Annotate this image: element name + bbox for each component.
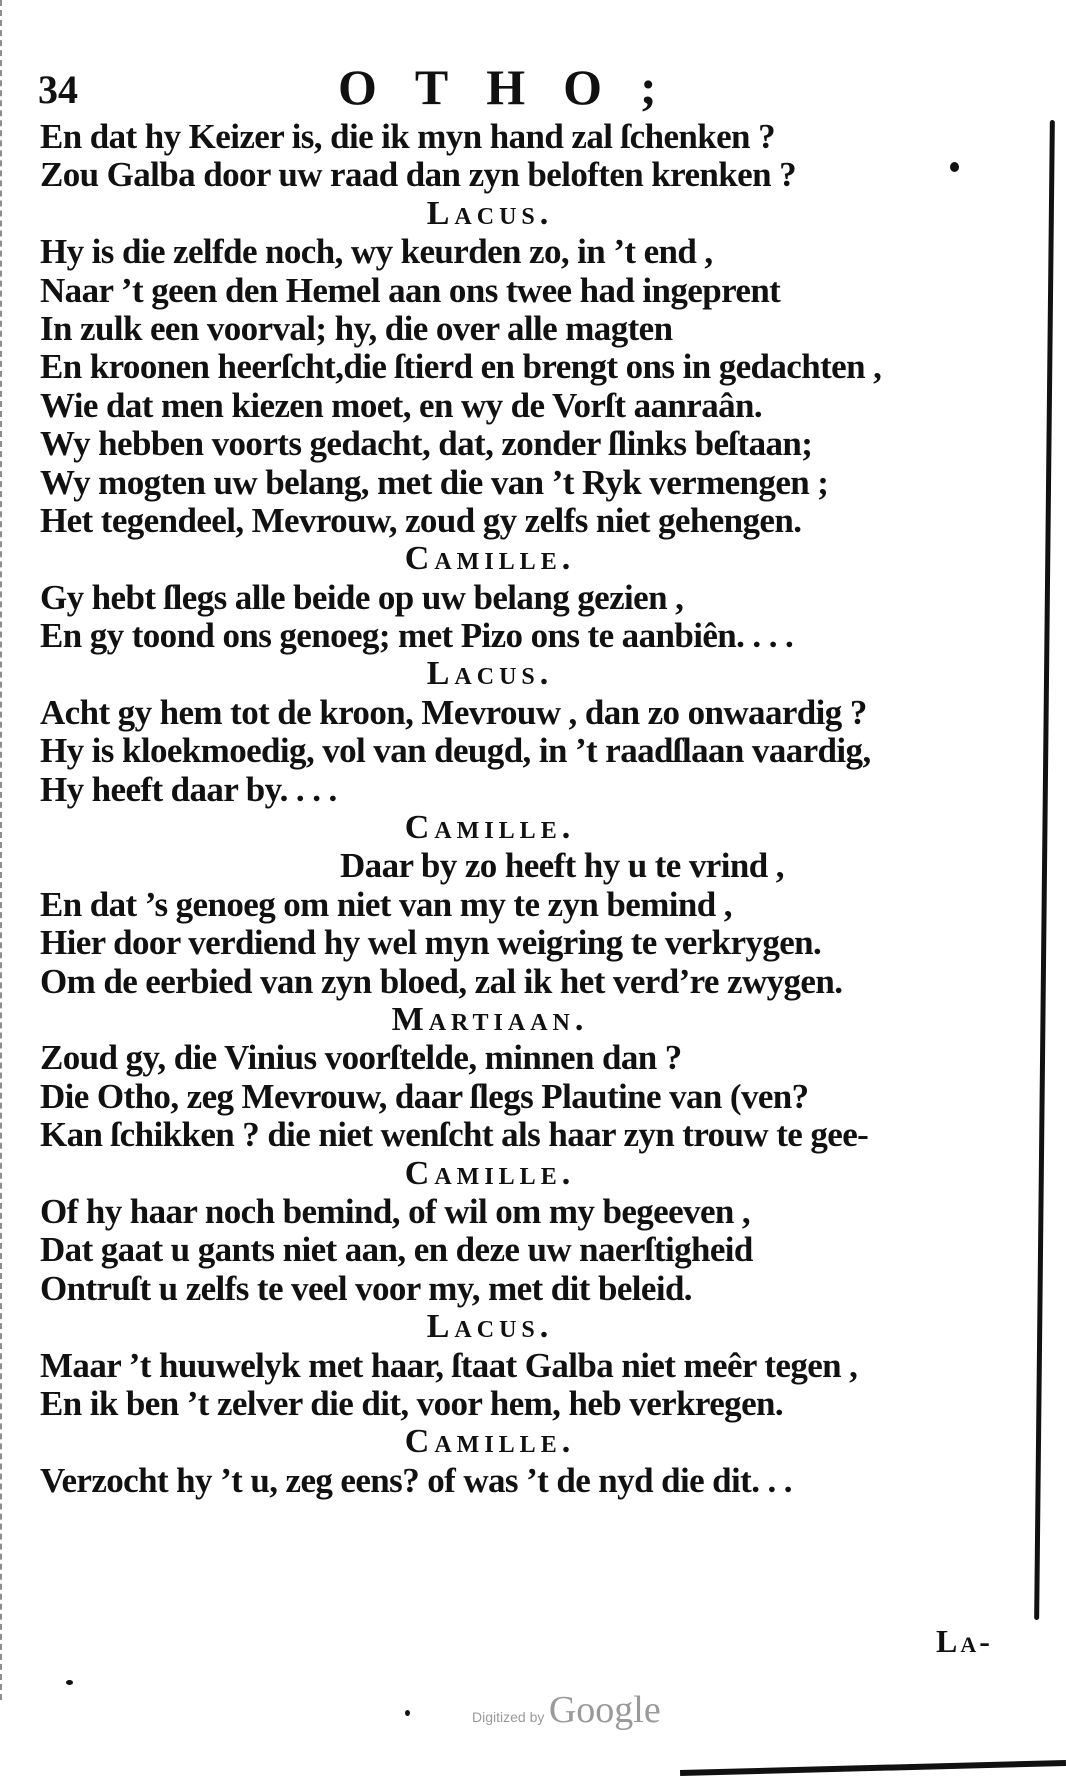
ink-speck [950,162,959,172]
verse-line: En gy toond ons genoeg; met Pizo ons te aanbiên. . . . [40,616,794,656]
verse-line: Hier door verdiend hy wel myn weigring te verkrygen. [40,923,822,963]
verse-line: In zulk een voorval; hy, die over alle magten [40,308,673,348]
verse-line: Om de eerbied van zyn bloed, zal ik het verd’re zwygen. [40,961,843,1001]
verse-line: Maar ’t huuwelyk met haar, ſtaat Galba niet meêr tegen , [40,1345,858,1385]
catchword: La- [936,1623,993,1659]
page-right-border-rule [1034,120,1055,1620]
google-logo-text: Google [548,1689,661,1731]
digitization-watermark [472,1688,661,1732]
speaker-name: Camille. [404,809,576,847]
verse-line: Gy hebt ſlegs alle beide op uw belang gezien , [40,577,684,617]
verse-line: En kroonen heerſcht,die ſtierd en brengt ons in gedachten , [40,347,882,387]
verse-line: Hy is die zelfde noch, wy keurden zo, in ’t end , [40,232,713,272]
ink-speck [405,1710,410,1716]
speaker-name: Camille. [404,540,576,578]
verse-line: Het tegendeel, Mevrouw, zoud gy zelfs niet gehengen. [40,500,802,540]
verse-line: Zoud gy, die Vinius voorſtelde, minnen dan ? [40,1038,682,1078]
ink-speck [66,1680,73,1685]
verse-line: Naar ’t geen den Hemel aan ons twee had ingeprent [40,270,781,310]
running-title: OTHO; [338,59,695,115]
verse-line: Ontruſt u zelfs te veel voor my, met dit beleid. [40,1268,692,1308]
speaker-name: Lacus. [426,1308,554,1346]
play-text [40,118,1020,1500]
verse-line: Die Otho, zeg Mevrouw, daar ſlegs Plautine van (ven? [40,1076,809,1116]
speaker-name: Camille. [404,1423,576,1461]
verse-line: Dat gaat u gants niet aan, en deze uw naerſtigheid [40,1230,753,1270]
speaker-name: Camille. [404,1154,576,1192]
verse-line: Wy mogten uw belang, met die van ’t Ryk vermengen ; [40,462,829,502]
watermark-prefix: Digitized by [472,1709,545,1725]
verse-line: Verzocht hy ’t u, zeg eens? of was ’t de nyd die dit. . . [40,1460,792,1500]
verse-line: Hy is kloekmoedig, vol van deugd, in ’t raadſlaan vaardig, [40,731,871,771]
verse-line: Kan ſchikken ? die niet wenſcht als haar zyn trouw te gee- [40,1115,869,1155]
verse-line: En ik ben ’t zelver die dit, voor hem, heb verkregen. [40,1383,784,1423]
page-number: 34 [38,67,78,112]
speaker-name: Martiaan. [391,1000,589,1038]
verse-line: Daar by zo heeft hy u te vrind , [340,846,784,886]
verse-line: Acht gy hem tot de kroon, Mevrouw , dan zo onwaardig ? [40,692,867,732]
page-left-edge [0,0,4,1700]
verse-line: Of hy haar noch bemind, of wil om my begeeven , [40,1191,751,1231]
verse-line: Zou Galba door uw raad dan zyn beloften krenken ? [40,155,796,195]
speaker-name: Lacus. [426,194,554,232]
verse-line: En dat ’s genoeg om niet van my te zyn bemind , [40,884,732,924]
verse-line: Hy heeft daar by. . . . [40,769,337,809]
verse-line: Wie dat men kiezen moet, en wy de Vorſt aanraân. [40,385,763,425]
page-header [38,58,998,118]
speaker-name: Lacus. [426,655,554,693]
verse-line: Wy hebben voorts gedacht, dat, zonder ſlinks beſtaan; [40,424,813,464]
verse-line: En dat hy Keizer is, die ik myn hand zal ſchenken ? [40,117,775,156]
